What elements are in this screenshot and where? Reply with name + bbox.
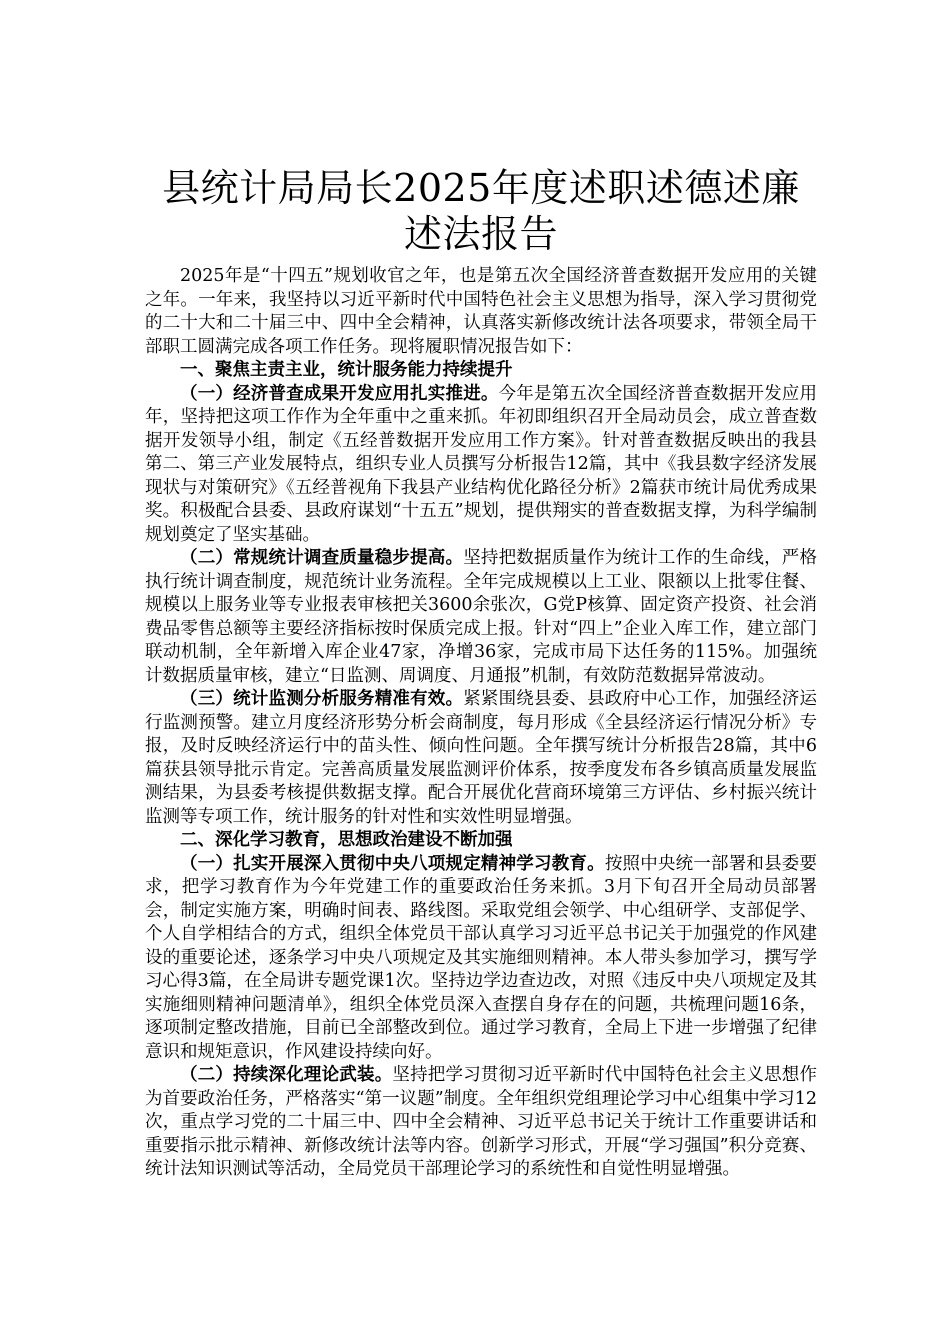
paragraph-text: 按照中央统一部署和县委要求，把学习教育作为今年党建工作的重要政治任务来抓。3月下旬召开全局动员部署会，制定实施方案，明确时间表、路线图。采取党组会领学、中心组研学、支部促学、个人自学相结合的方式，组织全体党员干部认真学习习近平总书记关于加强党的作风建设的重要论述，逐条学习中央八项规定及其实施细则精神。本人带头参加学习，撰写学习心得3篇，在全局讲专题党课1次。坚持边学边查边改，对照《违反中央八项规定及其实施细则精神问题清单》，组织全体党员深入查摆自身存在的问题，共梳理问题16条，逐项制定整改措施，目前已全部整改到位。通过学习教育，全局上下进一步增强了纪律意识和规矩意识，作风建设持续向好。 [145, 853, 818, 1062]
body-paragraph [145, 1064, 817, 1182]
paragraph-text: 紧紧围绕县委、县政府中心工作，加强经济运行监测预警。建立月度经济形势分析会商制度，每月形成《全县经济运行情况分析》专报，及时反映经济运行中的苗头性、倾向性问题。全年撰写统计分析报告28篇，其中6篇获县领导批示肯定。完善高质量发展监测评价体系，按季度发布各乡镇高质量发展监测结果，为县委考核提供数据支撑。配合开展优化营商环境第三方评估、乡村振兴统计监测等专项工作，统计服务的针对性和实效性明显增强。 [145, 689, 818, 827]
document-body [145, 265, 817, 1182]
body-paragraph [145, 547, 817, 688]
body-paragraph [145, 688, 817, 829]
paragraph-lead: （二）常规统计调查质量稳步提高。 [180, 548, 464, 568]
paragraph-lead: （一）经济普查成果开发应用扎实推进。 [180, 383, 499, 404]
paragraph-text: 坚持把数据质量作为统计工作的生命线，严格执行统计调查制度，规范统计业务流程。全年完成规模以上工业、限额以上批零住餐、规模以上服务业等专业报表审核把关3600余张次，G党P核算、固定资产投资、社会消费品零售总额等主要经济指标按时保质完成上报。针对“四上”企业入库工作，建立部门联动机制，全年新增入库企业47家，净增36家，完成市局下达任务的115%。加强统计数据质量审核，建立“日监测、周调度、月通报”机制，有效防范数据异常波动。 [145, 548, 818, 686]
body-paragraph [145, 383, 817, 548]
document-title: 县统计局局长2025年度述职述德述廉述法报告 [162, 166, 800, 256]
paragraph-text: 今年是第五次全国经济普查数据开发应用年，坚持把这项工作作为全年重中之重来抓。年初即组织召开全局动员会，成立普查数据开发领导小组，制定《五经普数据开发应用工作方案》。针对普查数据反映出的我县第二、第三产业发展特点，组织专业人员撰写分析报告12篇，其中《我县数字经济发展现状与对策研究》《五经普视角下我县产业结构优化路径分析》2篇获市统计局优秀成果奖。积极配合县委、县政府谋划“十五五”规划，提供翔实的普查数据支撑，为科学编制规划奠定了坚实基础。 [145, 383, 818, 545]
intro-paragraph: 2025年是“十四五”规划收官之年，也是第五次全国经济普查数据开发应用的关键之年。一年来，我坚持以习近平新时代中国特色社会主义思想为指导，深入学习贯彻党的二十大和二十届三中、四中全会精神，认真落实新修改统计法各项要求，带领全局干部职工圆满完成各项工作任务。现将履职情况报告如下： [145, 266, 817, 357]
body-paragraph [145, 853, 817, 1065]
document-page [145, 165, 817, 1182]
paragraph-lead: （一）扎实开展深入贯彻中央八项规定精神学习教育。 [180, 853, 605, 874]
section-heading: 二、深化学习教育，思想政治建设不断加强 [180, 830, 513, 850]
paragraph-lead: （二）持续深化理论武装。 [180, 1065, 393, 1085]
paragraph-text: 坚持把学习贯彻习近平新时代中国特色社会主义思想作为首要政治任务，严格落实“第一议题”制度。全年组织党组理论学习中心组集中学习12次，重点学习党的二十届三中、四中全会精神、习近平总书记关于统计工作重要讲话和重要指示批示精神、新修改统计法等内容。创新学习形式，开展“学习强国”积分竞赛、统计法知识测试等活动，全局党员干部理论学习的系统性和自觉性明显增强。 [145, 1065, 818, 1179]
section-heading: 一、聚焦主责主业，统计服务能力持续提升 [180, 360, 513, 380]
paragraph-lead: （三）统计监测分析服务精准有效。 [180, 689, 464, 709]
